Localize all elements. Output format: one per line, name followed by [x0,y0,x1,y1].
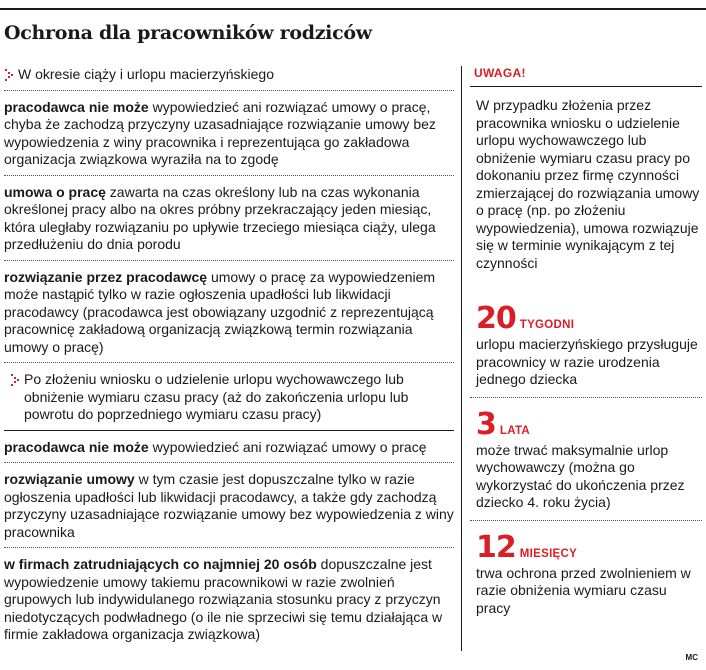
stat-months [470,531,702,565]
section-heading-parental-leave: Po złożeniu wniosku o udzielenie urlopu wychowawczego lub obniżenie wymiaru czasu pracy (aż do zakończenia urlopu lub powrotu do poprzedniego wymiaru czasu pracy) [10,371,454,424]
list-item: rozwiązanie umowy w tym czasie jest dopuszczalne tylko w razie ogłoszenia upadłości lub likwidacji pracodawcy, a także gdy zachodzą przyczyny uzasadniające rozwiązanie umowy bez wypowiedzenia z winy pracownika [4,471,454,540]
stat-unit: LATA [499,424,531,437]
divider [4,362,454,363]
stat-unit: TYGODNI [519,319,575,331]
divider [4,175,454,176]
left-column [4,66,454,644]
page-title: Ochrona dla pracowników rodziców [4,22,372,44]
divider [470,520,702,521]
stat-text: trwa ochrona przed zwolnieniem w razie obniżenia wymiaru czasu pracy [476,564,691,616]
uwaga-label: UWAGA! [474,66,526,80]
list-item: w firmach zatrudniających co najmniej 20 osób dopuszczalne jest wypowiedzenie umowy takiemu pracownikowi w razie zwolnień grupowych lub indywidulanego rozwiązania stosunku pracy z przyczyn niedotyczących podwładnego (o ile nie sprzeciwi się temu działająca w firmie zakładowa organizacja związkowa) [4,556,443,642]
list-item: umowa o pracę zawarta na czas określony lub na czas wykonania określonej pracy albo na okres próbny przekraczający jeden miesiąc, która uległaby rozwiązaniu po upływie trzeciego miesiąca ciąży, ulega przedłużeniu do dnia porodu [4,183,436,252]
author-credit: MC [685,653,698,662]
section-heading-pregnancy: W okresie ciąży i urlopu macierzyńskiego [4,66,454,84]
stat-years [470,408,702,442]
stat-text: urlopu macierzyńskiego przysługuje pracownicy w razie urodzenia jednego dziecka [476,336,698,387]
divider [4,547,454,548]
divider [4,90,454,91]
right-column [470,66,702,617]
list-item: pracodawca nie może wypowiedzieć ani rozwiązać umowy o pracę [4,438,427,455]
uwaga-text: W przypadku złożenia przez pracownika wniosku o udzielenie urlopu wychowawczego lub obniżenie wymiaru czasu pracy po dokonaniu przez firmę czynności zmierzającej do rozwiązania umowy o pracę (np. po złożeniu wypowiedzenia), umowa rozwiązuje się w terminie wynikającym z tej czynności [476,97,700,271]
stat-weeks [470,302,702,336]
divider [4,260,454,261]
divider [470,397,702,398]
stat-unit: MIESIĘCY [519,547,578,560]
divider [470,86,702,87]
red-chevron-icon [4,66,14,82]
column-separator [461,66,462,651]
stat-text: może trwać maksymalnie urlop wychowawczy (można go wykorzystać do ukończenia przez dziecko 4. roku życia) [476,441,685,510]
divider [4,430,454,431]
list-item: rozwiązanie przez pracodawcę umowy o pracę za wypowiedzeniem może nastąpić tylko w razie ogłoszenia upadłości lub likwidacji pracodawcy (pracodawca jest obowiązany uzgodnić z reprezentującą pracownicę zakładową organizacją związkową termin rozwiązania umowy o pracę) [4,268,436,355]
red-chevron-icon [10,371,20,387]
list-item: pracodawca nie może wypowiedzieć ani rozwiązać umowy o pracę, chyba że zachodzą przyczyny uzasadniające rozwiązanie umowy bez wypowiedzenia z winy pracownika i reprezentująca go zakładowa organizacja związkowa wyraziła na to zgodę [4,98,436,167]
stat-number: 3 [476,406,496,442]
divider [4,462,454,463]
top-rule [0,8,706,10]
stat-number: 20 [476,301,516,336]
stat-number: 12 [476,529,516,565]
